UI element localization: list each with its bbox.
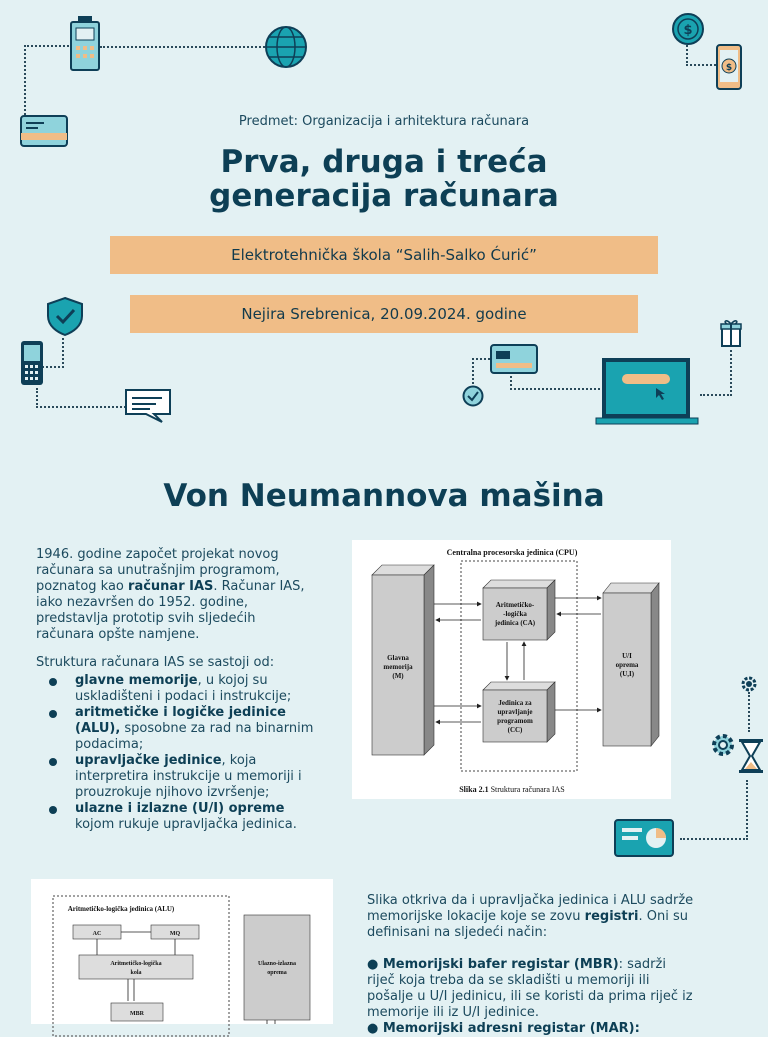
svg-text:$: $ (683, 23, 693, 38)
memory-label: memorija (383, 663, 413, 671)
io-label: U/I (622, 652, 632, 660)
cu-label: upravljanje (497, 708, 533, 716)
dollar-coin-icon (672, 13, 704, 45)
alu-title: Aritmetičko-logička jedinica (ALU) (67, 905, 175, 913)
io-label: oprema (615, 661, 639, 669)
list-item (36, 673, 326, 705)
circuits-label: Aritmetičko-logička (110, 961, 162, 967)
structure-list (36, 655, 326, 833)
mbr-text: : sadrži riječ koja treba da se skladišti u memoriji ili pošalje u U/I jedinicu, ili se koristi da prima riječ iz memorije ili iz U/I jedinice. (367, 957, 693, 1020)
paragraph-bold: registri (584, 909, 639, 924)
cu-label: (CC) (507, 726, 523, 734)
shield-check-icon (46, 296, 84, 336)
list-item (36, 705, 326, 753)
title-line: generacija računara (209, 178, 559, 214)
alu-box (483, 580, 555, 640)
registers-description (367, 893, 697, 1037)
section-heading: Von Neumannova mašina (163, 478, 605, 514)
laptop-icon (596, 356, 698, 426)
card-icon (490, 344, 538, 374)
alu-label: Aritmetičko- (495, 601, 535, 609)
list-item-text: kojom rukuje upravljačka jedinica. (75, 817, 297, 832)
list-item (36, 801, 326, 833)
gift-icon (720, 316, 742, 348)
ac-label: AC (92, 931, 102, 937)
list-item-bold: aritmetičke i logičke jedinice (ALU), (75, 705, 286, 736)
hourglass-icon (738, 738, 764, 774)
list-item-bold: upravljačke jedinice (75, 753, 222, 768)
gear-icon (710, 732, 736, 758)
io-label: oprema (267, 970, 287, 976)
school-banner: Elektrotehnička škola “Salih-Salko Ćurić” (110, 236, 658, 274)
alu-detail-figure (31, 879, 333, 1024)
check-circle-icon (462, 385, 484, 407)
list-item-text: , u kojoj su uskladišteni i podaci i instrukcije; (75, 673, 292, 704)
mar-term: ● Memorijski adresni registar (MAR): (367, 1021, 640, 1036)
cpu-label: Centralna procesorska jedinica (CPU) (446, 548, 578, 557)
mar-definition (367, 1021, 697, 1037)
connector-line (36, 388, 126, 408)
connector-line (100, 46, 265, 48)
list-item (36, 753, 326, 801)
intro-text: . Računar IAS, iako nezavršen do 1952. godine, predstavlja prototip svih sljedećih računara opšte namjene. (36, 579, 305, 642)
intro-bold: računar IAS (128, 579, 214, 594)
mbr-term: ● Memorijski bafer registar (MBR) (367, 957, 619, 972)
alu-label: -logička (503, 610, 527, 618)
list-item-text: , koja interpretira instrukcije u memoriji i prouzrokuje njihovo izvršenje; (75, 753, 302, 800)
presentation-chart-icon (614, 819, 674, 857)
io-label: (U,I) (619, 670, 635, 678)
control-unit-box (483, 682, 555, 742)
author-date-banner: Nejira Srebrenica, 20.09.2024. godine (130, 295, 638, 333)
list-item-text: sposobne za rad na binarnim podacima; (75, 721, 314, 752)
mobile-phone-icon (20, 340, 44, 386)
svg-text:$: $ (725, 63, 733, 73)
intro-text: 1946. godine započet projekat novog računara sa unutrašnjim programom, poznatog kao (36, 547, 280, 594)
connector-line (700, 350, 732, 396)
connector-line (680, 780, 748, 840)
memory-label: (M) (392, 672, 404, 680)
connector-line (510, 372, 600, 390)
circuits-label: kola (130, 970, 142, 976)
alu-label: jedinica (CA) (494, 619, 536, 627)
gear-small-icon (740, 675, 758, 693)
paragraph-text: . Oni su definisani na sljedeći način: (367, 909, 688, 940)
io-box (603, 583, 659, 746)
page-title (0, 145, 768, 213)
connector-line (24, 45, 72, 115)
list-item-bold: glavne memorije (75, 673, 198, 688)
chat-bubble-icon (124, 388, 172, 424)
subject-label: Predmet: Organizacija i arhitektura računara (238, 114, 530, 129)
connector-line (686, 42, 716, 66)
phone-dollar-icon (716, 44, 742, 90)
structure-intro: Struktura računara IAS se sastoji od: (36, 655, 275, 670)
globe-icon (264, 25, 308, 69)
memory-label: Glavna (387, 654, 409, 662)
mbr-definition (367, 957, 697, 1021)
connector-line (748, 692, 750, 732)
cu-label: Jedinica za (498, 699, 532, 707)
intro-paragraph (36, 547, 316, 659)
main-memory-box (372, 565, 434, 755)
ias-structure-figure (352, 540, 671, 799)
io-box (244, 915, 310, 1020)
list-item-bold: ulazne i izlazne (U/I) opreme (75, 801, 285, 816)
connector-line (472, 358, 490, 388)
cu-label: programom (497, 717, 533, 725)
io-label: Ulazno-izlazna (258, 961, 296, 967)
pos-terminal-icon (70, 16, 100, 72)
paragraph-text: Slika otkriva da i upravljačka jedinica i ALU sadrže memorijske lokacije koje se zovu (367, 893, 694, 924)
figure-caption: Slika 2.1 Struktura računara IAS (459, 785, 565, 794)
mbr-label: MBR (130, 1011, 144, 1017)
title-line: Prva, druga i treća (220, 144, 548, 180)
mq-label: MQ (169, 931, 181, 937)
